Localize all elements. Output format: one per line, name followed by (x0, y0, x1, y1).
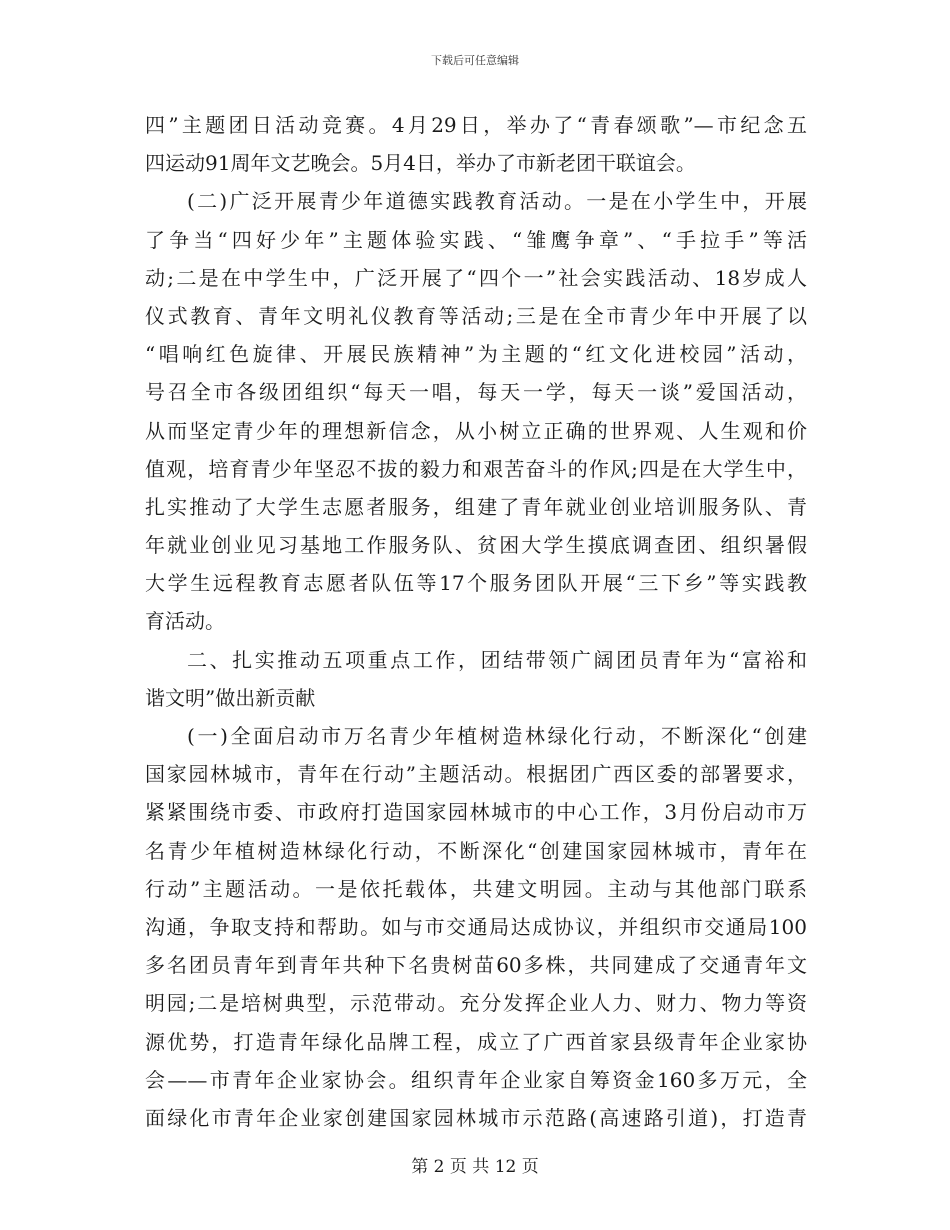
text-line: 号召全市各级团组织“每天一唱，每天一学，每天一谈”爱国活动， (145, 380, 807, 405)
paragraph-continued (145, 106, 807, 182)
page-number: 第 2 页 共 12 页 (411, 1157, 539, 1177)
text-line: 谐文明”做出新贡献 (145, 685, 316, 710)
text-line: 多名团员青年到青年共种下名贵树苗60多株，共同建成了交通青年文 (145, 953, 807, 978)
text-line: 名青少年植树造林绿化行动，不断深化“创建国家园林城市，青年在 (145, 838, 807, 863)
text-line: 四运动91周年文艺晚会。5月4日，举办了市新老团干联谊会。 (145, 151, 696, 176)
paragraph-moral-education (145, 182, 807, 640)
text-line: 行动”主题活动。一是依托载体，共建文明园。主动与其他部门联系 (145, 876, 807, 901)
text-line: 二、扎实推动五项重点工作，团结带领广阔团员青年为“富裕和 (187, 647, 807, 672)
text-line: 育活动。 (145, 609, 225, 634)
text-line: 仪式教育、青年文明礼仪教育等活动;三是在全市青少年中开展了以 (145, 303, 807, 328)
section-two-heading (145, 641, 807, 717)
text-line: 动;二是在中学生中，广泛开展了“四个一”社会实践活动、18岁成人 (145, 265, 807, 290)
text-line: 四”主题团日活动竞赛。4月29日，举办了“青春颂歌”—市纪念五 (145, 113, 807, 137)
text-line: 国家园林城市，青年在行动”主题活动。根据团广西区委的部署要求， (145, 762, 807, 787)
page-footer (0, 1155, 950, 1179)
text-line: 年就业创业见习基地工作服务队、贫困大学生摸底调查团、组织暑假 (145, 533, 807, 558)
text-line: 了争当“四好少年”主题体验实践、“雏鹰争章”、“手拉手”等活 (145, 227, 807, 252)
text-line: 紧紧围绕市委、市政府打造国家园林城市的中心工作，3月份启动市万 (145, 800, 807, 825)
text-line: 会——市青年企业家协会。组织青年企业家自筹资金160多万元，全 (145, 1067, 807, 1092)
text-line: 从而坚定青少年的理想新信念，从小树立正确的世界观、人生观和价 (145, 418, 807, 443)
header-note: 下载后可任意编辑 (431, 54, 519, 67)
paragraph-tree-planting (145, 717, 807, 1137)
text-line: 源优势，打造青年绿化品牌工程，成立了广西首家县级青年企业家协 (145, 1029, 807, 1054)
document-body (145, 106, 807, 1137)
text-line: “唱响红色旋律、开展民族精神”为主题的“红文化进校园”活动， (145, 342, 807, 367)
text-line: 明园;二是培树典型，示范带动。充分发挥企业人力、财力、物力等资 (145, 991, 807, 1016)
text-line: 大学生远程教育志愿者队伍等17个服务团队开展“三下乡”等实践教 (145, 571, 807, 596)
text-line: 面绿化市青年企业家创建国家园林城市示范路(高速路引道)，打造青 (145, 1105, 807, 1130)
text-line: (二)广泛开展青少年道德实践教育活动。一是在小学生中，开展 (187, 189, 807, 214)
page-header (0, 53, 950, 69)
text-line: 沟通，争取支持和帮助。如与市交通局达成协议，并组织市交通局100 (145, 914, 807, 939)
text-line: 扎实推动了大学生志愿者服务，组建了青年就业创业培训服务队、青 (145, 494, 807, 519)
text-line: 值观，培育青少年坚忍不拔的毅力和艰苦奋斗的作风;四是在大学生中， (145, 456, 807, 481)
text-line: (一)全面启动市万名青少年植树造林绿化行动，不断深化“创建 (187, 724, 807, 748)
